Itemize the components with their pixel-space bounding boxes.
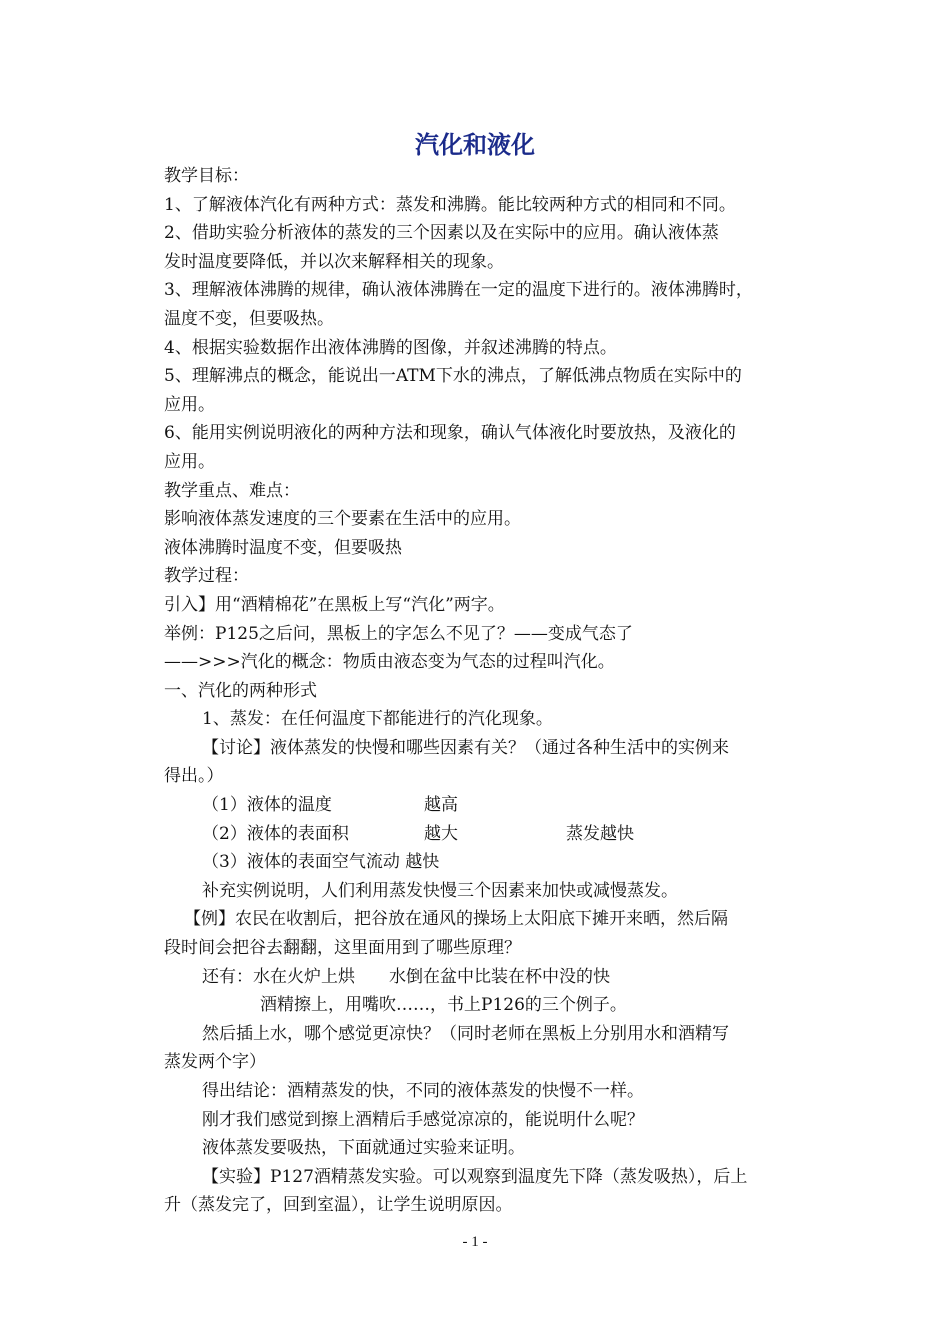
factor-effect: 越大 — [424, 823, 458, 844]
key-point-2: 液体沸腾时温度不变，但要吸热 — [164, 537, 402, 558]
experiment-line-2: 升（蒸发完了，回到室温），让学生说明原因。 — [164, 1195, 513, 1216]
key-point-1: 影响液体蒸发速度的三个要素在生活中的应用。 — [164, 509, 521, 530]
conclusion-line: 得出结论：酒精蒸发的快，不同的液体蒸发的快慢不一样。 — [202, 1081, 644, 1101]
experiment-line-1: 【实验】P127酒精蒸发实验。可以观察到温度先下降（蒸发吸热），后上 — [202, 1166, 748, 1187]
factor-row — [164, 820, 796, 849]
objective-2-line-1: 2、借助实验分析液体的蒸发的三个因素以及在实际中的应用。确认液体蒸 — [164, 223, 719, 244]
section-heading-objectives: 教学目标： — [164, 166, 249, 186]
section-heading-process: 教学过程： — [164, 566, 249, 587]
question-line: 刚才我们感觉到擦上酒精后手感觉凉凉的，能说明什么呢？ — [202, 1109, 644, 1130]
objective-6-line-2: 应用。 — [164, 451, 215, 472]
water-alcohol-line-2: 蒸发两个字） — [164, 1052, 266, 1073]
factor-row — [164, 848, 796, 877]
document-body — [164, 162, 796, 1220]
more-examples-line-2: 酒精擦上，用嘴吹……，书上P126的三个例子。 — [260, 995, 627, 1016]
section-heading-key-points: 教学重点、难点： — [164, 480, 300, 501]
example-farmer-line-1: 【例】农民在收割后，把谷放在通风的操场上太阳底下摊开来晒，然后隔 — [184, 909, 728, 930]
objective-6-line-1: 6、能用实例说明液化的两种方法和现象，确认气体液化时要放热，及液化的 — [164, 423, 736, 444]
document-title: 汽化和液化 — [415, 130, 535, 159]
example-farmer-line-2: 段时间会把谷去翻翻，这里面用到了哪些原理？ — [164, 938, 521, 959]
factor-label: （1）液体的温度 — [202, 795, 332, 816]
objective-5-line-1: 5、理解沸点的概念，能说出一ATM下水的沸点，了解低沸点物质在实际中的 — [164, 366, 742, 387]
page-number: - 1 - — [462, 1234, 488, 1250]
subsection-heading: 一、汽化的两种形式 — [164, 680, 317, 701]
objective-3-line-2: 温度不变，但要吸热。 — [164, 308, 334, 329]
objective-2-line-2: 发时温度要降低，并以次来解释相关的现象。 — [164, 251, 504, 272]
example-line: 举例：P125之后问，黑板上的字怎么不见了？——变成气态了 — [164, 623, 633, 644]
factor-result: 蒸发越快 — [566, 823, 634, 844]
factor-effect: 越快 — [405, 852, 440, 873]
water-alcohol-line-1: 然后插上水，哪个感觉更凉快？（同时老师在黑板上分别用水和酒精写 — [202, 1023, 729, 1044]
concept-line: ——>>>汽化的概念：物质由液态变为气态的过程叫汽化。 — [164, 652, 615, 673]
factor-row — [164, 791, 796, 820]
evaporation-definition: 1、蒸发：在任何温度下都能进行的汽化现象。 — [202, 709, 553, 730]
objective-4: 4、根据实验数据作出液体沸腾的图像，并叙述沸腾的特点。 — [164, 337, 617, 358]
objective-1: 1、了解液体汽化有两种方式：蒸发和沸腾。能比较两种方式的相同和不同。 — [164, 194, 736, 215]
discussion-line-1: 【讨论】液体蒸发的快慢和哪些因素有关？（通过各种生活中的实例来 — [202, 737, 729, 758]
objective-5-line-2: 应用。 — [164, 394, 215, 415]
absorb-heat-line: 液体蒸发要吸热，下面就通过实验来证明。 — [202, 1138, 525, 1159]
factor-effect: 越高 — [424, 795, 458, 816]
factor-label: （3）液体的表面空气流动 — [202, 852, 400, 873]
discussion-line-2: 得出。） — [164, 766, 224, 787]
intro-line: 引入】用“酒精棉花”在黑板上写“汽化”两字。 — [164, 594, 505, 615]
factor-label: （2）液体的表面积 — [202, 823, 349, 844]
more-examples-line-1: 还有：水在火炉上烘 水倒在盆中比装在杯中没的快 — [202, 966, 610, 987]
supplement-line: 补充实例说明，人们利用蒸发快慢三个因素来加快或减慢蒸发。 — [202, 880, 678, 901]
objective-3-line-1: 3、理解液体沸腾的规律，确认液体沸腾在一定的温度下进行的。液体沸腾时， — [164, 280, 753, 301]
